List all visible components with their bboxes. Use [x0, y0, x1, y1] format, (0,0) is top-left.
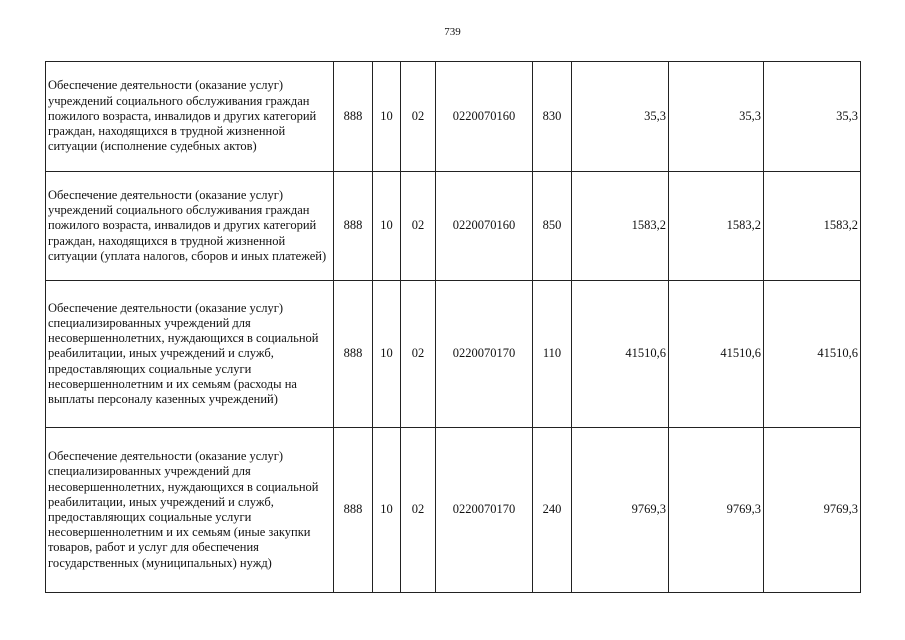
- ministry-code-cell: 888: [334, 281, 373, 428]
- section-code-cell: 10: [373, 428, 401, 593]
- target-code-cell: 0220070160: [436, 62, 533, 172]
- target-code-cell: 0220070160: [436, 172, 533, 281]
- expense-name-cell: Обеспечение деятельности (оказание услуг) специализированных учреждений для несовершеннолетних, нуждающихся в социальной реабилитации, иных учреждений и служб, предоставляющих социальные услуги несовершеннолетним и их семьям (иные закупки товаров, работ и услуг для обеспечения государственных (муниципальных) нужд): [46, 428, 334, 593]
- subsection-code-cell: 02: [401, 172, 436, 281]
- table-row: [46, 172, 861, 281]
- table-row: [46, 281, 861, 428]
- target-code-cell: 0220070170: [436, 428, 533, 593]
- amount-1-cell: 9769,3: [572, 428, 669, 593]
- amount-3-cell: 9769,3: [764, 428, 861, 593]
- amount-2-cell: 35,3: [669, 62, 764, 172]
- table-row: [46, 62, 861, 172]
- subsection-code-cell: 02: [401, 62, 436, 172]
- amount-3-cell: 1583,2: [764, 172, 861, 281]
- section-code-cell: 10: [373, 281, 401, 428]
- ministry-code-cell: 888: [334, 172, 373, 281]
- ministry-code-cell: 888: [334, 62, 373, 172]
- amount-2-cell: 41510,6: [669, 281, 764, 428]
- section-code-cell: 10: [373, 172, 401, 281]
- target-code-cell: 0220070170: [436, 281, 533, 428]
- expense-type-cell: 240: [533, 428, 572, 593]
- amount-1-cell: 1583,2: [572, 172, 669, 281]
- expense-type-cell: 110: [533, 281, 572, 428]
- expense-type-cell: 830: [533, 62, 572, 172]
- amount-3-cell: 41510,6: [764, 281, 861, 428]
- subsection-code-cell: 02: [401, 428, 436, 593]
- expense-type-cell: 850: [533, 172, 572, 281]
- amount-1-cell: 35,3: [572, 62, 669, 172]
- subsection-code-cell: 02: [401, 281, 436, 428]
- amount-1-cell: 41510,6: [572, 281, 669, 428]
- budget-table: [45, 61, 861, 593]
- page-number: 739: [444, 26, 461, 38]
- expense-name-cell: Обеспечение деятельности (оказание услуг) учреждений социального обслуживания граждан пожилого возраста, инвалидов и других категорий граждан, находящихся в трудной жизненной ситуации (уплата налогов, сборов и иных платежей): [46, 172, 334, 281]
- amount-2-cell: 9769,3: [669, 428, 764, 593]
- amount-2-cell: 1583,2: [669, 172, 764, 281]
- amount-3-cell: 35,3: [764, 62, 861, 172]
- table-row: [46, 428, 861, 593]
- section-code-cell: 10: [373, 62, 401, 172]
- expense-name-cell: Обеспечение деятельности (оказание услуг) специализированных учреждений для несовершеннолетних, нуждающихся в социальной реабилитации, иных учреждений и служб, предоставляющих социальные услуги несовершеннолетним и их семьям (расходы на выплаты персоналу казенных учреждений): [46, 281, 334, 428]
- expense-name-cell: Обеспечение деятельности (оказание услуг) учреждений социального обслуживания граждан пожилого возраста, инвалидов и других категорий граждан, находящихся в трудной жизненной ситуации (исполнение судебных актов): [46, 62, 334, 172]
- ministry-code-cell: 888: [334, 428, 373, 593]
